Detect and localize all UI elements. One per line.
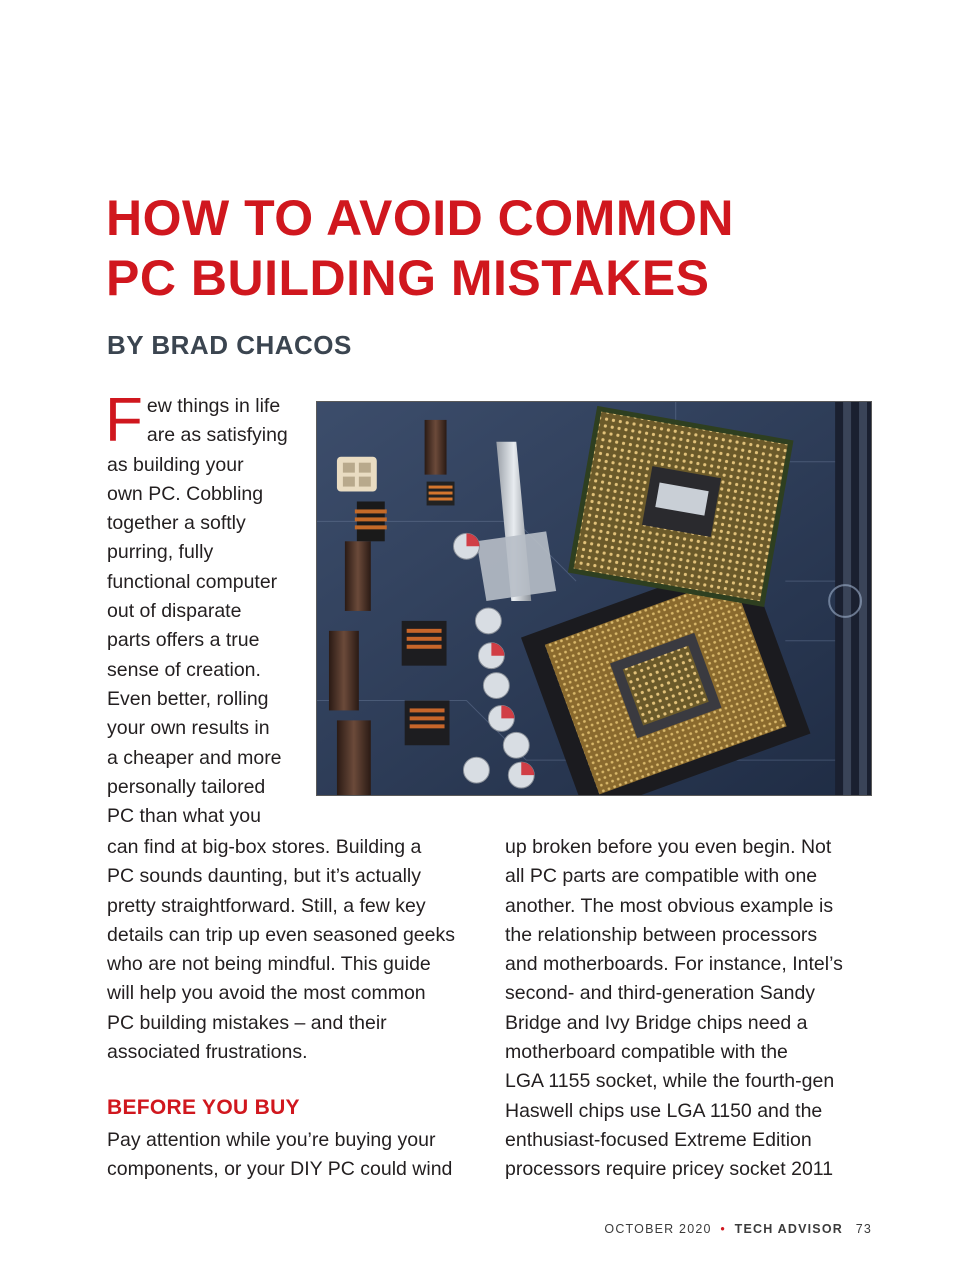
page-number: 73: [855, 1222, 872, 1236]
right-line: and motherboards. For instance, Intel’s: [505, 953, 843, 976]
right-line: Bridge and Ivy Bridge chips need a: [505, 1011, 808, 1034]
intro-continued-text: [107, 833, 467, 1067]
article-title: [106, 188, 866, 308]
intro-line: who are not being mindful. This guide: [107, 953, 431, 976]
intro-line: own PC. Cobbling: [107, 482, 264, 505]
title-line-2: PC BUILDING MISTAKES: [106, 250, 710, 306]
section-line: components, or your DIY PC could wind: [107, 1158, 453, 1181]
intro-line: PC sounds daunting, but it’s actually: [107, 865, 421, 888]
right-line: processors require pricey socket 2011: [505, 1158, 834, 1181]
right-column-text: [505, 833, 865, 1185]
right-line: Haswell chips use LGA 1150 and the: [505, 1099, 823, 1122]
section-line: Pay attention while you’re buying your: [107, 1129, 436, 1151]
page-footer: [604, 1222, 872, 1236]
intro-line: can find at big-box stores. Building a: [107, 836, 422, 858]
issue-date: OCTOBER 2020: [604, 1222, 712, 1236]
intro-line: out of disparate: [107, 600, 242, 623]
right-line: second- and third-generation Sandy: [505, 982, 816, 1005]
intro-line: functional computer: [107, 570, 278, 593]
intro-line: PC than what you: [107, 805, 261, 828]
intro-line: together a softly: [107, 512, 246, 535]
magazine-name: TECH ADVISOR: [734, 1222, 843, 1236]
right-line: enthusiast-focused Extreme Edition: [505, 1128, 812, 1151]
intro-line: parts offers a true: [107, 629, 260, 652]
intro-line: associated frustrations.: [107, 1041, 308, 1064]
footer-separator: •: [720, 1222, 726, 1236]
intro-line: pretty straightforward. Still, a few key: [107, 894, 426, 917]
intro-line: will help you avoid the most common: [107, 982, 426, 1005]
intro-line: personally tailored: [107, 775, 266, 798]
motherboard-cpu-photo: [316, 401, 872, 796]
intro-line: are as satisfying: [146, 424, 288, 447]
intro-line: ew things in life: [146, 395, 281, 417]
intro-line: PC building mistakes – and their: [107, 1011, 387, 1034]
right-line: up broken before you even begin. Not: [505, 836, 832, 858]
intro-line: details can trip up even seasoned geeks: [107, 923, 455, 946]
motherboard-illustration: [317, 402, 871, 795]
drop-cap: F: [105, 386, 143, 455]
section-heading: BEFORE YOU BUY: [107, 1096, 300, 1119]
intro-line: Even better, rolling: [107, 687, 269, 710]
title-line-1: HOW TO AVOID COMMON: [106, 190, 734, 246]
right-line: LGA 1155 socket, while the fourth-gen: [505, 1070, 835, 1093]
intro-line: sense of creation.: [107, 658, 261, 681]
section-text: [107, 1126, 467, 1185]
intro-line: your own results in: [107, 717, 270, 740]
byline: BY BRAD CHACOS: [107, 330, 352, 360]
intro-line: purring, fully: [107, 541, 214, 564]
right-line: motherboard compatible with the: [505, 1041, 788, 1064]
intro-line: a cheaper and more: [107, 746, 282, 769]
intro-line: as building your: [107, 453, 244, 476]
right-line: another. The most obvious example is: [505, 894, 834, 917]
intro-wrapped-text: [105, 386, 307, 831]
right-line: all PC parts are compatible with one: [505, 865, 818, 888]
right-line: the relationship between processors: [505, 923, 818, 946]
